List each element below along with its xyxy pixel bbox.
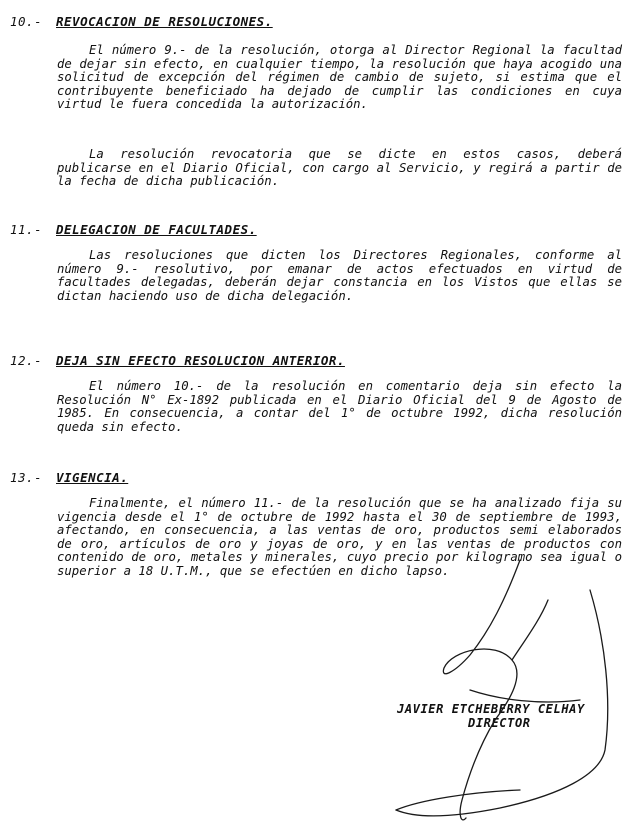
- section-heading: [10, 470, 128, 485]
- paragraph: La resolución revocatoria que se dicte en estos casos, deberá publicarse en el Diario Oficial, con cargo al Servicio, y regirá a partir de la fecha de dicha publicación.: [57, 147, 622, 189]
- section-number: 13.-: [10, 470, 43, 485]
- paragraph: Las resoluciones que dicten los Directores Regionales, conforme al número 9.- resolutivo, por emanar de actos efectuados en virtud de facultades delegadas, deberán dejar constancia en los Vistos que ellas se dictan haciendo uso de dicha delegación.: [57, 248, 622, 303]
- signatory-name: JAVIER ETCHEBERRY CELHAY: [397, 702, 585, 716]
- section-title: VIGENCIA.: [56, 470, 129, 485]
- signatory-title: DIRECTOR: [468, 716, 531, 730]
- section-title: REVOCACION DE RESOLUCIONES.: [56, 14, 273, 29]
- section-heading: [10, 222, 257, 237]
- paragraph: El número 9.- de la resolución, otorga al Director Regional la facultad de dejar sin efecto, en cualquier tiempo, la resolución que haya acogido una solicitud de excepción del régimen de cambio de sujeto, si estima que el contribuyente beneficiado ha dejado de cumplir las condiciones en cuya virtud le fuera concedida la autorización.: [57, 43, 622, 112]
- section-heading: [10, 353, 345, 368]
- section-number: 12.-: [10, 353, 43, 368]
- section-number: 11.-: [10, 222, 43, 237]
- section-title: DEJA SIN EFECTO RESOLUCION ANTERIOR.: [56, 353, 345, 368]
- paragraph: El número 10.- de la resolución en comentario deja sin efecto la Resolución N° Ex-1892 publicada en el Diario Oficial del 9 de Agosto de 1985. En consecuencia, a contar del 1° de octubre 1992, dicha resolución queda sin efecto.: [57, 379, 622, 434]
- section-heading: [10, 14, 273, 29]
- section-number: 10.-: [10, 14, 43, 29]
- paragraph: Finalmente, el número 11.- de la resolución que se ha analizado fija su vigencia desde el 1° de octubre de 1992 hasta el 30 de septiembre de 1993, afectando, en consecuencia, a las ventas de oro, productos semi elaborados de oro, artículos de oro y joyas de oro, y en las ventas de productos con contenido de oro, metales y minerales, cuyo precio por kilogramo sea igual o superior a 18 U.T.M., que se efectúen en dicho lapso.: [57, 496, 622, 578]
- section-title: DELEGACION DE FACULTADES.: [56, 222, 257, 237]
